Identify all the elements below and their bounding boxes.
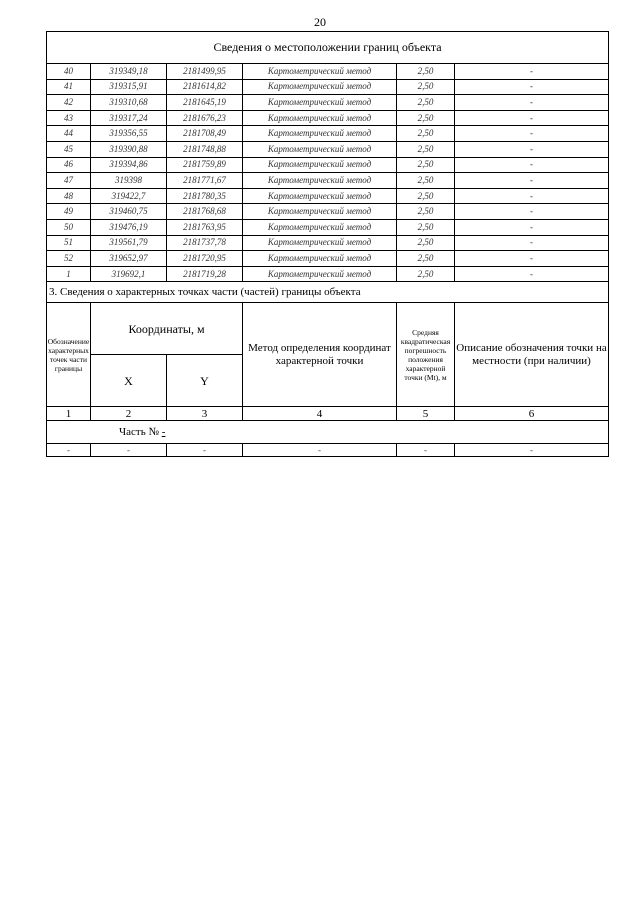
method-cell: Картометрический метод bbox=[243, 219, 397, 235]
description-cell: - bbox=[455, 157, 609, 173]
table-row bbox=[47, 266, 609, 282]
point-number: 42 bbox=[47, 95, 91, 111]
coord-y: 2181771,67 bbox=[167, 173, 243, 189]
header-method: Метод определения координат характерной точки bbox=[243, 303, 397, 407]
column-number: 6 bbox=[455, 407, 609, 421]
point-number: 40 bbox=[47, 64, 91, 80]
empty-cell: - bbox=[397, 444, 455, 457]
description-cell: - bbox=[455, 95, 609, 111]
point-number: 43 bbox=[47, 110, 91, 126]
method-cell: Картометрический метод bbox=[243, 188, 397, 204]
description-cell: - bbox=[455, 204, 609, 220]
description-cell: - bbox=[455, 110, 609, 126]
coord-y: 2181768,68 bbox=[167, 204, 243, 220]
accuracy-cell: 2,50 bbox=[397, 251, 455, 267]
method-cell: Картометрический метод bbox=[243, 141, 397, 157]
accuracy-cell: 2,50 bbox=[397, 126, 455, 142]
empty-row bbox=[47, 444, 609, 457]
coord-y: 2181780,35 bbox=[167, 188, 243, 204]
column-number: 1 bbox=[47, 407, 91, 421]
coord-x: 319310,68 bbox=[91, 95, 167, 111]
method-cell: Картометрический метод bbox=[243, 79, 397, 95]
point-number: 47 bbox=[47, 173, 91, 189]
table-row bbox=[47, 126, 609, 142]
description-cell: - bbox=[455, 64, 609, 80]
accuracy-cell: 2,50 bbox=[397, 235, 455, 251]
table-row bbox=[47, 204, 609, 220]
description-cell: - bbox=[455, 235, 609, 251]
column-number: 3 bbox=[167, 407, 243, 421]
table-row bbox=[47, 188, 609, 204]
coord-y: 2181708,49 bbox=[167, 126, 243, 142]
description-cell: - bbox=[455, 79, 609, 95]
accuracy-cell: 2,50 bbox=[397, 173, 455, 189]
coord-y: 2181499,95 bbox=[167, 64, 243, 80]
part-value: - bbox=[161, 426, 166, 439]
coord-y: 2181737,78 bbox=[167, 235, 243, 251]
empty-cell: - bbox=[167, 444, 243, 457]
method-cell: Картометрический метод bbox=[243, 235, 397, 251]
empty-cell: - bbox=[91, 444, 167, 457]
table-row bbox=[47, 173, 609, 189]
accuracy-cell: 2,50 bbox=[397, 64, 455, 80]
description-cell: - bbox=[455, 266, 609, 282]
column-number: 2 bbox=[91, 407, 167, 421]
point-number: 49 bbox=[47, 204, 91, 220]
description-cell: - bbox=[455, 173, 609, 189]
section2-title: Сведения о местоположении границ объекта bbox=[47, 32, 609, 64]
coord-y: 2181614,82 bbox=[167, 79, 243, 95]
description-cell: - bbox=[455, 141, 609, 157]
point-number: 1 bbox=[47, 266, 91, 282]
description-cell: - bbox=[455, 126, 609, 142]
header-y: Y bbox=[167, 355, 243, 407]
table-row bbox=[47, 251, 609, 267]
coord-x: 319356,55 bbox=[91, 126, 167, 142]
table-row bbox=[47, 110, 609, 126]
accuracy-cell: 2,50 bbox=[397, 266, 455, 282]
table-row bbox=[47, 235, 609, 251]
coord-x: 319422,7 bbox=[91, 188, 167, 204]
coord-x: 319317,24 bbox=[91, 110, 167, 126]
header-x: X bbox=[91, 355, 167, 407]
accuracy-cell: 2,50 bbox=[397, 95, 455, 111]
boundary-table bbox=[46, 31, 609, 457]
method-cell: Картометрический метод bbox=[243, 266, 397, 282]
accuracy-cell: 2,50 bbox=[397, 204, 455, 220]
method-cell: Картометрический метод bbox=[243, 157, 397, 173]
point-number: 52 bbox=[47, 251, 91, 267]
empty-cell: - bbox=[47, 444, 91, 457]
coord-y: 2181720,95 bbox=[167, 251, 243, 267]
description-cell: - bbox=[455, 219, 609, 235]
description-cell: - bbox=[455, 188, 609, 204]
coord-y: 2181763,95 bbox=[167, 219, 243, 235]
accuracy-cell: 2,50 bbox=[397, 141, 455, 157]
coord-x: 319476,19 bbox=[91, 219, 167, 235]
accuracy-cell: 2,50 bbox=[397, 157, 455, 173]
empty-cell: - bbox=[455, 444, 609, 457]
point-number: 46 bbox=[47, 157, 91, 173]
header-accuracy: Средняя квадратическая погрешность положения характерной точки (Mt), м bbox=[397, 303, 455, 407]
point-number: 45 bbox=[47, 141, 91, 157]
method-cell: Картометрический метод bbox=[243, 126, 397, 142]
method-cell: Картометрический метод bbox=[243, 173, 397, 189]
coord-x: 319398 bbox=[91, 173, 167, 189]
method-cell: Картометрический метод bbox=[243, 95, 397, 111]
point-number: 51 bbox=[47, 235, 91, 251]
coord-y: 2181645,19 bbox=[167, 95, 243, 111]
accuracy-cell: 2,50 bbox=[397, 188, 455, 204]
page-number: 20 bbox=[314, 15, 326, 29]
coord-x: 319315,91 bbox=[91, 79, 167, 95]
coord-x: 319561,79 bbox=[91, 235, 167, 251]
coord-y: 2181748,88 bbox=[167, 141, 243, 157]
point-number: 48 bbox=[47, 188, 91, 204]
method-cell: Картометрический метод bbox=[243, 251, 397, 267]
accuracy-cell: 2,50 bbox=[397, 79, 455, 95]
header-coordinates: Координаты, м bbox=[91, 303, 243, 355]
section3-title: 3. Сведения о характерных точках части (частей) границы объекта bbox=[47, 282, 609, 303]
point-number: 41 bbox=[47, 79, 91, 95]
accuracy-cell: 2,50 bbox=[397, 219, 455, 235]
method-cell: Картометрический метод bbox=[243, 204, 397, 220]
accuracy-cell: 2,50 bbox=[397, 110, 455, 126]
point-number: 50 bbox=[47, 219, 91, 235]
part-label: Часть № bbox=[119, 426, 159, 439]
coord-x: 319390,88 bbox=[91, 141, 167, 157]
part-row bbox=[47, 421, 609, 444]
coord-x: 319460,75 bbox=[91, 204, 167, 220]
column-number: 4 bbox=[243, 407, 397, 421]
point-number: 44 bbox=[47, 126, 91, 142]
coord-x: 319692,1 bbox=[91, 266, 167, 282]
header-point-designation: Обозначение характерных точек части границы bbox=[47, 303, 91, 407]
coord-x: 319349,18 bbox=[91, 64, 167, 80]
coord-x: 319394,86 bbox=[91, 157, 167, 173]
column-number: 5 bbox=[397, 407, 455, 421]
table-row bbox=[47, 95, 609, 111]
method-cell: Картометрический метод bbox=[243, 110, 397, 126]
coord-x: 319652,97 bbox=[91, 251, 167, 267]
table-row bbox=[47, 141, 609, 157]
table-row bbox=[47, 79, 609, 95]
table-row bbox=[47, 157, 609, 173]
description-cell: - bbox=[455, 251, 609, 267]
header-description: Описание обозначения точки на местности (при наличии) bbox=[455, 303, 609, 407]
coord-y: 2181759,89 bbox=[167, 157, 243, 173]
column-number-row bbox=[47, 407, 609, 421]
empty-cell: - bbox=[243, 444, 397, 457]
method-cell: Картометрический метод bbox=[243, 64, 397, 80]
coord-y: 2181719,28 bbox=[167, 266, 243, 282]
table-row bbox=[47, 219, 609, 235]
coord-y: 2181676,23 bbox=[167, 110, 243, 126]
table-row bbox=[47, 64, 609, 80]
